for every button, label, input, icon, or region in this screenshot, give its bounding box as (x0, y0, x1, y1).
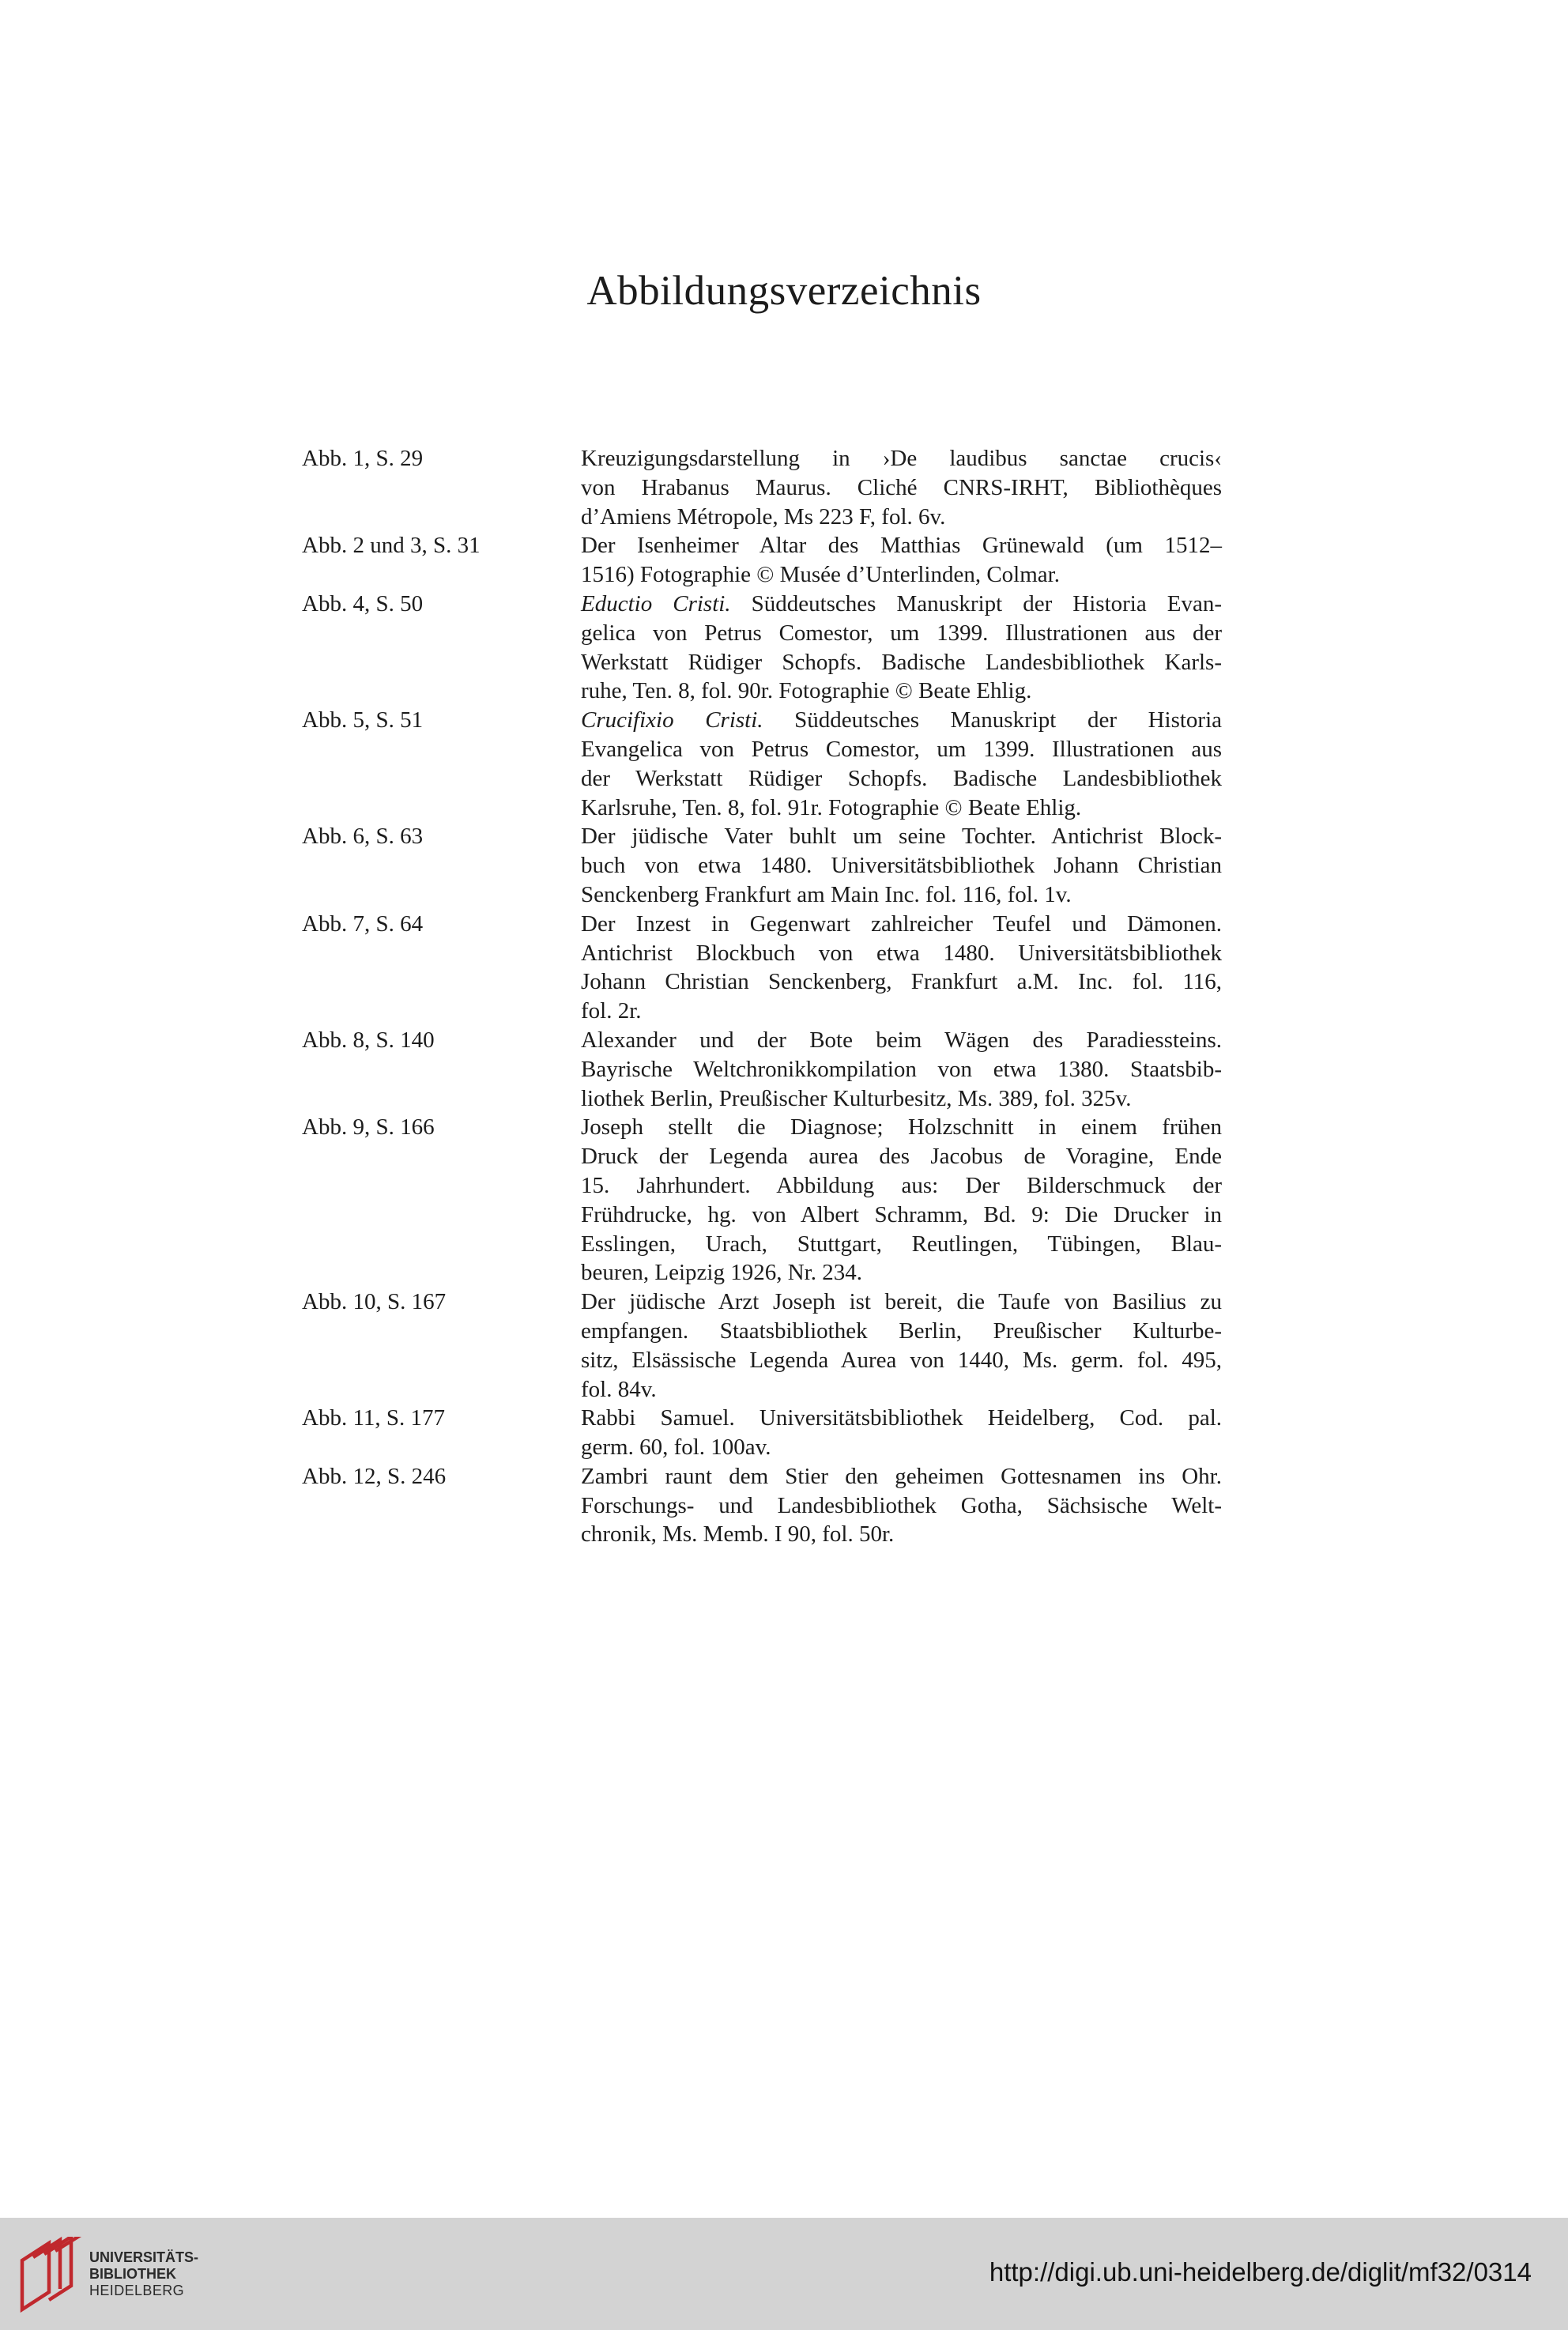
description-line: germ. 60, fol. 100av. (581, 1435, 771, 1461)
description-line: Werkstatt Rüdiger Schopfs. Badische Landesbibliothek Karls- (581, 649, 1222, 675)
description-line: Bayrische Weltchronikkompilation von etwa 1380. Staatsbib- (581, 1056, 1222, 1082)
figure-reference: Abb. 4, S. 50 (302, 590, 424, 616)
description-line: Karlsruhe, Ten. 8, fol. 91r. Fotographie © Beate Ehlig. (581, 794, 1082, 820)
source-url-link[interactable]: http://digi.ub.uni-heidelberg.de/diglit/mf32/0314 (989, 2257, 1532, 2287)
figure-entry (302, 444, 1222, 531)
figure-description (581, 822, 1222, 909)
figure-reference: Abb. 12, S. 246 (302, 1463, 447, 1489)
description-line: von Hrabanus Maurus. Cliché CNRS-IRHT, Bibliothèques (581, 474, 1222, 500)
description-line: 1516) Fotographie © Musée d’Unterlinden, Colmar. (581, 562, 1060, 588)
description-line: chronik, Ms. Memb. I 90, fol. 50r. (581, 1521, 895, 1548)
description-text: Süddeutsches Manuskript der Historia Evan- (730, 590, 1222, 616)
figure-reference: Abb. 1, S. 29 (302, 446, 424, 471)
figure-description (581, 1026, 1222, 1113)
figure-reference: Abb. 8, S. 140 (302, 1027, 435, 1053)
description-line: Senckenberg Frankfurt am Main Inc. fol. 116, fol. 1v. (581, 881, 1072, 907)
library-name-line3: HEIDELBERG (89, 2283, 185, 2298)
description-line: fol. 84v. (581, 1376, 657, 1402)
figure-title-italic: Eductio Cristi. (581, 590, 731, 616)
library-name (89, 2249, 198, 2299)
figure-description (581, 444, 1222, 531)
footer-bar (0, 2218, 1568, 2330)
figure-list (302, 444, 1222, 1549)
description-line: buch von etwa 1480. Universitätsbibliothek Johann Christian (581, 853, 1222, 879)
figure-title-italic: Crucifixio Cristi. (581, 707, 763, 733)
figure-reference: Abb. 5, S. 51 (302, 707, 424, 733)
figure-reference: Abb. 11, S. 177 (302, 1405, 445, 1431)
description-line: Esslingen, Urach, Stuttgart, Reutlingen, Tübingen, Blau- (581, 1231, 1222, 1257)
figure-description (581, 1288, 1222, 1404)
description-line: Johann Christian Senckenberg, Frankfurt a.M. Inc. fol. 116, (581, 969, 1222, 995)
description-line: Evangelica von Petrus Comestor, um 1399. Illustrationen aus (581, 736, 1222, 762)
figure-entry (302, 531, 1222, 590)
description-line: der Werkstatt Rüdiger Schopfs. Badische Landesbibliothek (581, 765, 1222, 791)
description-line: liothek Berlin, Preußischer Kulturbesitz, Ms. 389, fol. 325v. (581, 1085, 1132, 1111)
figure-entry (302, 910, 1222, 1026)
figure-description (581, 706, 1222, 822)
description-line: fol. 2r. (581, 998, 642, 1024)
figure-entry (302, 1026, 1222, 1113)
description-line: 15. Jahrhundert. Abbildung aus: Der Bilderschmuck der (581, 1172, 1222, 1198)
figure-description (581, 910, 1222, 1026)
description-line (581, 590, 1222, 619)
description-line: Antichrist Blockbuch von etwa 1480. Universitätsbibliothek (581, 940, 1222, 966)
figure-entry (302, 1462, 1222, 1549)
description-line: d’Amiens Métropole, Ms 223 F, fol. 6v. (581, 503, 946, 530)
figure-entry (302, 1288, 1222, 1404)
description-line: Alexander und der Bote beim Wägen des Paradiessteins. (581, 1027, 1222, 1053)
figure-description (581, 531, 1222, 590)
description-line: Joseph stellt die Diagnose; Holzschnitt in einem frühen (581, 1114, 1222, 1140)
description-line: beuren, Leipzig 1926, Nr. 234. (581, 1260, 862, 1286)
figure-reference: Abb. 7, S. 64 (302, 911, 424, 937)
library-name-line1: UNIVERSITÄTS- (89, 2249, 199, 2265)
description-line: ruhe, Ten. 8, fol. 90r. Fotographie © Beate Ehlig. (581, 678, 1032, 704)
description-line: Rabbi Samuel. Universitätsbibliothek Heidelberg, Cod. pal. (581, 1405, 1222, 1431)
figure-entry (302, 1113, 1222, 1288)
figure-reference: Abb. 9, S. 166 (302, 1114, 435, 1140)
description-line: Der Inzest in Gegenwart zahlreicher Teufel und Dämonen. (581, 911, 1222, 937)
figure-description (581, 1404, 1222, 1462)
figure-entry (302, 822, 1222, 909)
description-line: Frühdrucke, hg. von Albert Schramm, Bd. 9: Die Drucker in (581, 1201, 1222, 1227)
description-line: Druck der Legenda aurea des Jacobus de Voragine, Ende (581, 1144, 1222, 1170)
description-line: gelica von Petrus Comestor, um 1399. Illustrationen aus der (581, 620, 1222, 646)
description-line: Zambri raunt dem Stier den geheimen Gottesnamen ins Ohr. (581, 1463, 1222, 1489)
description-line: Kreuzigungsdarstellung in ›De laudibus sanctae crucis‹ (581, 446, 1222, 471)
figure-reference: Abb. 6, S. 63 (302, 824, 424, 850)
description-line (581, 706, 1222, 735)
description-line: Forschungs- und Landesbibliothek Gotha, Sächsische Welt- (581, 1492, 1222, 1518)
figure-entry (302, 706, 1222, 822)
figure-description (581, 1113, 1222, 1288)
figure-reference: Abb. 10, S. 167 (302, 1289, 447, 1315)
description-line: sitz, Elsässische Legenda Aurea von 1440, Ms. germ. fol. 495, (581, 1347, 1222, 1373)
description-text: Süddeutsches Manuskript der Historia (763, 707, 1223, 733)
figure-reference: Abb. 2 und 3, S. 31 (302, 533, 481, 559)
figure-description (581, 1462, 1222, 1549)
description-line: empfangen. Staatsbibliothek Berlin, Preußischer Kulturbe- (581, 1318, 1222, 1344)
description-line: Der Isenheimer Altar des Matthias Grünewald (um 1512– (581, 533, 1222, 559)
figure-entry (302, 590, 1222, 706)
library-name-line2: BIBLIOTHEK (89, 2266, 176, 2282)
figure-description (581, 590, 1222, 706)
description-line: Der jüdische Arzt Joseph ist bereit, die Taufe von Basilius zu (581, 1289, 1222, 1315)
ub-heidelberg-logo-icon (17, 2237, 82, 2313)
figure-entry (302, 1404, 1222, 1462)
page-title: Abbildungsverzeichnis (586, 268, 982, 314)
description-line: Der jüdische Vater buhlt um seine Tochter. Antichrist Block- (581, 824, 1222, 850)
